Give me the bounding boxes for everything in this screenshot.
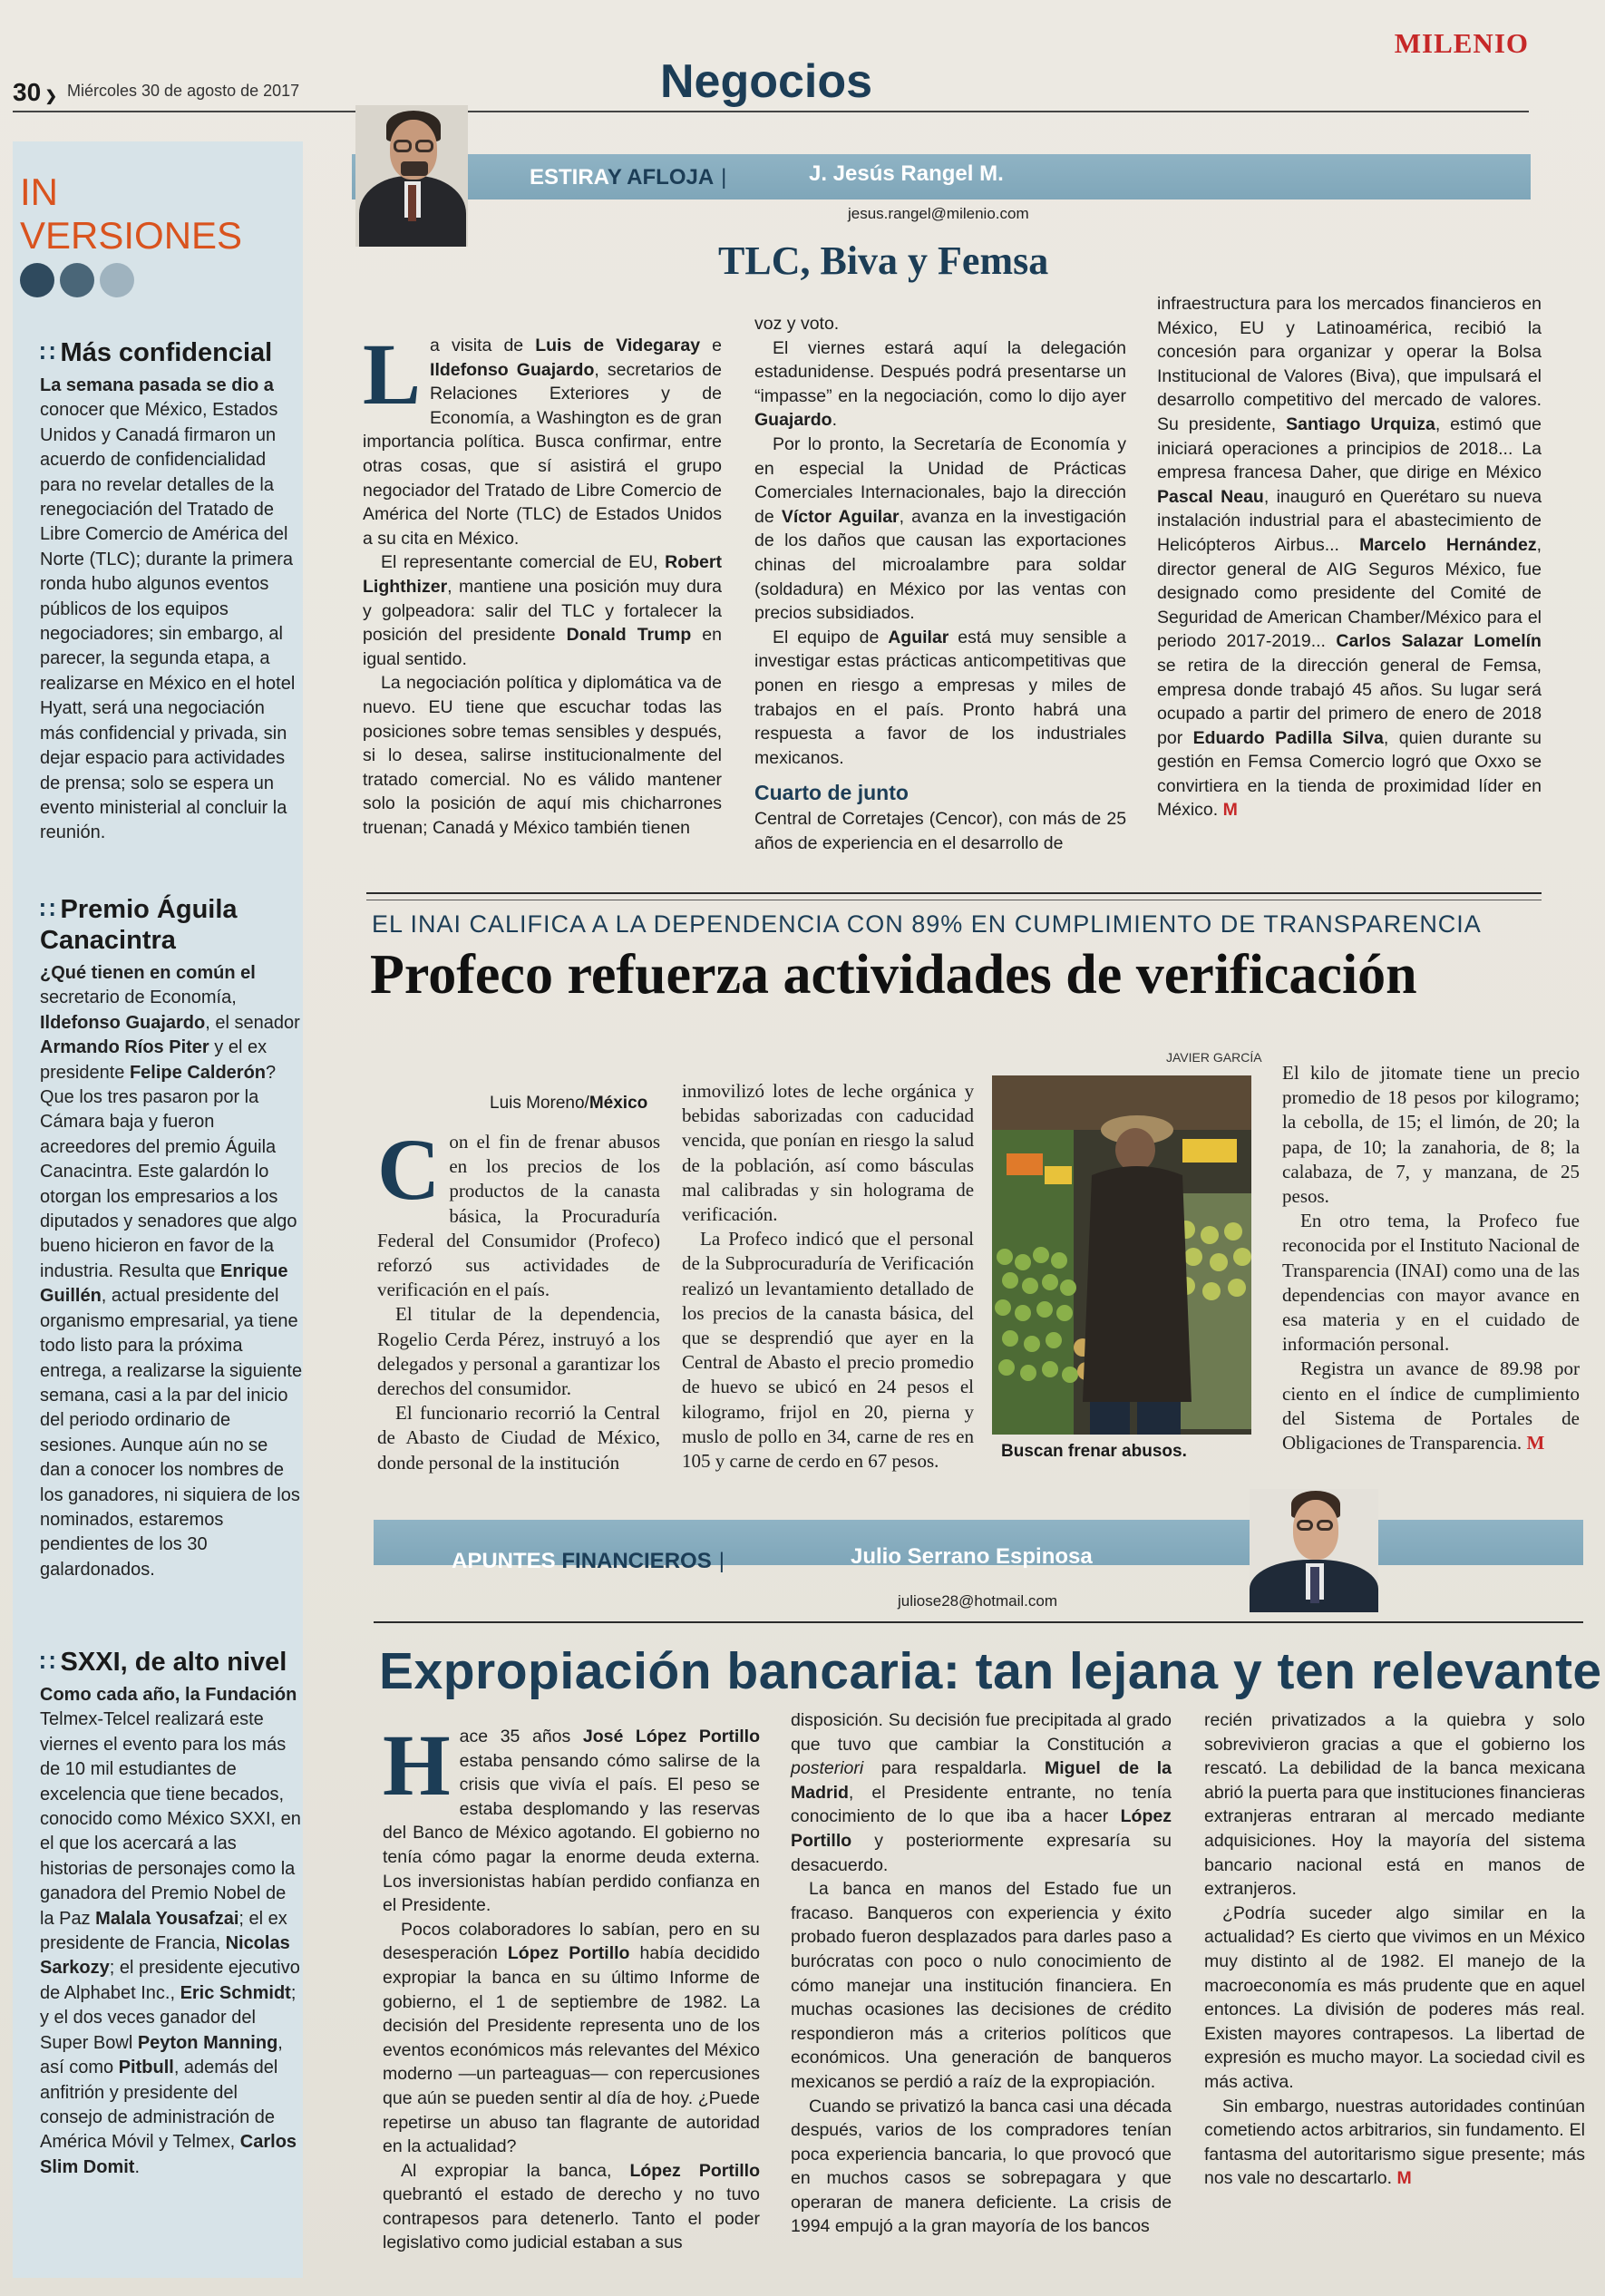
column-author: Julio Serrano Espinosa <box>851 1544 1093 1569</box>
market-photo <box>992 1075 1251 1435</box>
column-author: J. Jesús Rangel M. <box>809 161 1004 186</box>
sidebar-title: IN VERSIONES <box>20 170 243 257</box>
section-title: Negocios <box>660 55 873 108</box>
paragraph: Central de Corretajes (Cencor), con más de 25 años de experiencia en el desarrollo de <box>754 809 1127 853</box>
sidebar-item-body: Como cada año, la Fundación Telmex-Telcel realizará este viernes el evento para los más de 10 mil estudiantes de excelencia que tiene becados, conocido como México SXXI, en el que los acercará a las historias de personajes como la ganadora del Premio Nobel de la Paz Malala Yousafzai; el ex presidente de Francia, Nicolas Sarkozy; el presidente ejecutivo de Alphabet Inc., Eric Schmidt; y el dos veces ganador del Super Bowl Peyton Manning, así como Pitbull, además del anfitrión y presidente del consejo de administración de América Móvil y Telmex, Carlos Slim Domit. <box>40 1685 301 2177</box>
section-rule <box>366 892 1542 894</box>
end-mark: M <box>1526 1432 1545 1454</box>
dot-icon <box>60 263 94 297</box>
column-text <box>363 326 723 840</box>
brand-logo: MILENIO <box>1394 27 1529 59</box>
article-byline: Luis Moreno/México <box>490 1094 648 1113</box>
paragraph: disposición. Su decisión fue precipitada al grado que tuvo que cambiar la Constitución a posteriori para respaldarla. Miguel de la Madrid, el Presidente entrante, no tenía conocimiento de lo que iba a hacer López Portillo y posteriormente expresaría su desacuerdo. <box>791 1710 1172 1875</box>
dot-icon <box>20 263 54 297</box>
paragraph: Sin embargo, nuestras autoridades continúan cometiendo actos arbitrarios, sin fundamento. El fantasma del autoritarismo sigue presente; más nos vale no descartarlo. M <box>1204 2096 1585 2189</box>
paragraph: Hace 35 años José López Portillo estaba pensando cómo salirse de la crisis que vivía el país. El peso se estaba desplomando y las reservas del Banco de México agotando. El gobierno no tenía cómo pagar la enorme deuda externa. Los inversionistas habían perdido confianza en el Presidente. <box>383 1717 761 1916</box>
column-headline: Expropiación bancaria: tan lejana y ten relevante <box>379 1642 1602 1700</box>
column-text <box>754 312 1126 855</box>
paragraph: La banca en manos del Estado fue un fracaso. Banqueros con experiencia y éxito probado fueron desplazados para darles paso a burócratas con poco o nulo conocimiento de cómo manejar una institución financiera. En muchas ocasiones las decisiones de crédito respondieron más a criterios políticos que económicos. Una generación de banqueros mexicanos se perdió a raíz de la expropiación. <box>791 1879 1172 2092</box>
paragraph: El representante comercial de EU, Robert Lighthizer, mantiene una posición muy dura y golpeadora: salir del TLC y fortalecer la posición del presidente Donald Trump en igual sentido. <box>363 552 723 669</box>
column-text <box>383 1717 761 2255</box>
photo-caption: Buscan frenar abusos. <box>1001 1442 1187 1461</box>
paragraph: Con el fin de frenar abusos en los precios de los productos de la canasta básica, la Procuraduría Federal del Consumidor (Profeco) reforzó sus actividades de verificación en el país. <box>377 1121 660 1301</box>
page-number: 30 ❯ <box>13 78 58 106</box>
sidebar-item-heading: ∷ Premio Águila Canacintra <box>40 895 238 955</box>
paragraph: Al expropiar la banca, López Portillo quebrantó el estado de derecho y no tuvo contrapesos para detenerlo. Tanto el poder legislativo como judicial estaban a sus <box>383 2160 761 2253</box>
article-kicker: EL INAI CALIFICA A LA DEPENDENCIA CON 89% EN CUMPLIMIENTO DE TRANSPARENCIA <box>372 910 1482 938</box>
dot-icon <box>100 263 134 297</box>
paragraph: recién privatizados a la quiebra y solo sobrevivieron gracias a que el gobierno los rescató. La debilidad de la banca mexicana abrió la puerta para que instituciones financieras extranjeras entraran al mercado mediante adquisiciones. Hoy la mayoría del sistema bancario nacional está en manos de extranjeros. <box>1204 1710 1586 1900</box>
top-rule <box>13 111 1529 112</box>
paragraph: voz y voto. <box>754 314 840 334</box>
paragraph: El funcionario recorrió la Central de Abasto de Ciudad de México, donde personal de la institución <box>377 1402 661 1474</box>
paragraph: ¿Podría suceder algo similar en la actualidad? Es cierto que vivimos en un México muy distinto al de 1982. El manejo de la macroeconomía es más prudente que en aquel entonces. La división de poderes más real. Existen mayores contrapesos. La libertad de expresión es mucho mayor. La sociedad civil es más activa. <box>1204 1902 1585 2092</box>
paragraph: La Profeco indicó que el personal de la Subprocuraduría de Verificación realizó un levantamiento detallado de los precios de la canasta básica, del que se desprendió que ayer en la Central de Abasto el precio promedio de huevo se ubicó en 24 pesos el kilogramo, frijol en 20, pierna y muslo de pollo en 34, carne de res en 105 y carne de cerdo en 67 pesos. <box>682 1228 974 1473</box>
paragraph: Cuando se privatizó la banca casi una década después, varios de los compradores tenían poca experiencia bancaria, lo que provocó que en muchos casos se sobrepagara y que operaran de manera deficiente. La crisis de 1994 empujó a la gran mayoría de los bancos <box>791 2096 1172 2237</box>
drop-cap: H <box>383 1717 451 1814</box>
column-name: ESTIRAY AFLOJA | <box>530 165 727 190</box>
column-subhead: Cuarto de junto <box>754 781 909 805</box>
paragraph: inmovilizó lotes de leche orgánica y bebidas saborizadas con caducidad vencida, que ponían en riesgo la salud de la población, así como básculas mal calibradas y sin holograma de verificación. <box>682 1080 975 1226</box>
sidebar-item-heading: ∷ Más confidencial <box>40 338 273 367</box>
paragraph: Por lo pronto, la Secretaría de Economía y en especial la Unidad de Prácticas Comerciales Internacionales, bajo la dirección de Víctor Aguilar, avanza en la investigación de los daños que causan las exportaciones chinas del microalambre para soldar (soldadura) en México por las ventas con precios subsidiados. <box>754 433 1126 624</box>
paragraph: En otro tema, la Profeco fue reconocida por el Instituto Nacional de Transparencia (INAI) como una de las dependencias con mayor avance en esa materia y en el cuidado de información personal. <box>1282 1210 1580 1356</box>
column-text <box>1157 292 1542 822</box>
paragraph: El titular de la dependencia, Rogelio Cerda Pérez, instruyó a los delegados y personal a garantizar los derechos del consumidor. <box>377 1303 660 1400</box>
column-email: juliose28@hotmail.com <box>898 1592 1058 1610</box>
sidebar-item-body: ¿Qué tienen en común el secretario de Economía, Ildefonso Guajardo, el senador Armando Ríos Piter y el ex presidente Felipe Calderón? Que los tres pasaron por la Cámara baja y fueron acreedores del premio Águila Canacintra. Este galardón lo otorgan los empresarios a los diputados y senadores que algo bueno hicieron en favor de la industria. Resulta que Enrique Guillén, actual presidente del organismo empresarial, ya tiene todo listo para la próxima entrega, a realizarse la siguiente semana, casi a la par del inicio del periodo ordinario de sesiones. Aunque aún no se dan a conocer los nombres de los ganadores, ni siquiera de los nominados, estaremos pendientes de los 30 galardonados. <box>40 963 303 1580</box>
column-email: jesus.rangel@milenio.com <box>848 205 1029 222</box>
column-text <box>1204 1708 1585 2191</box>
sidebar-dots <box>20 263 140 302</box>
columnist-photo <box>355 105 468 247</box>
columnist-photo <box>1250 1489 1378 1612</box>
article-text <box>377 1121 661 1475</box>
sidebar-item <box>40 1647 303 2180</box>
paragraph: El kilo de jitomate tiene un precio promedio de 18 pesos por kilogramo; la cebolla, de 15; el limón, de 20; la papa, de 10; la zanahoria, de 8; la calabaza, de 7, y manzana, de 25 pesos. <box>1282 1062 1581 1208</box>
column-text <box>791 1708 1172 2239</box>
paragraph: El equipo de Aguilar está muy sensible a investigar estas prácticas anticompetitivas que ponen en riesgo a empresas y miles de trabajos en el país. Pronto habrá una respuesta a favor de los industriales mexicanos. <box>754 627 1126 768</box>
paragraph: La negociación política y diplomática va de nuevo. EU tiene que escuchar todas las posiciones sobre temas sensibles y después, si lo desea, salirse institucionalmente del tratado comercial. No es válido mantener solo la posición de aquí mis chicharrones truenan; Canadá y México también tienen <box>363 673 723 838</box>
paragraph: infraestructura para los mercados financieros en México, EU y Latinoamérica, recibió la concesión para organizar y operar la Bolsa Institucional de Valores (Biva), que impulsará el desarrollo competitivo del mercado de valores. Su presidente, Santiago Urquiza, estimó que iniciará operaciones a principios de 2018... La empresa francesa Daher, que dirige en México Pascal Neau, inauguró en Querétaro su nueva instalación industrial para el abastecimiento de Helicópteros Airbus... Marcelo Hernández, director general de AIG Seguros México, fue designado como presidente del Comité de Seguridad de American Chamber/México para el periodo 2017-2019... Carlos Salazar Lomelín se retira de la dirección general de Femsa, empresa donde trabajó 45 años. Su lugar será ocupado a partir del primero de enero de 2018 por Eduardo Padilla Silva, quien durante su gestión en Femsa Comercio logró que Oxxo se convirtiera en la tienda de proximidad líder en México. M <box>1157 294 1542 821</box>
section-rule <box>374 1621 1583 1623</box>
column-name: APUNTES FINANCIEROS | <box>452 1549 725 1573</box>
sidebar-item <box>40 337 303 846</box>
bullet-icon: ∷ <box>40 1649 55 1676</box>
column-headline: TLC, Biva y Femsa <box>718 238 1049 283</box>
photo-credit: JAVIER GARCÍA <box>1166 1050 1262 1065</box>
drop-cap: L <box>363 326 422 423</box>
sidebar-item-body: La semana pasada se dio a conocer que México, Estados Unidos y Canadá firmaron un acuerdo de confidencialidad para no revelar detalles de la renegociación del Tratado de Libre Comercio de América del Norte (TLC); durante la primera ronda hubo algunos eventos públicos de los equipos negociadores; sin embargo, al parecer, la segunda etapa, a realizarse en México en el hotel Hyatt, será una negociación más confidencial y privada, sin dejar espacio para actividades de prensa; solo se espera un evento ministerial al concluir la reunión. <box>40 375 296 843</box>
bullet-icon: ∷ <box>40 896 55 923</box>
paragraph: La visita de Luis de Videgaray e Ildefonso Guajardo, secretarios de Relaciones Exteriores y de Economía, a Washington es de gran importancia política. Busca confirmar, entre otras cosas, que sí asistirá el grupo negociador del Tratado de Libre Comercio de América del Norte (TLC) de Estados Unidos a su cita en México. <box>363 326 722 549</box>
paragraph: El viernes estará aquí la delegación estadunidense. Después podrá presentarse un “impasse” en la negociación, como lo dijo ayer Guajardo. <box>754 337 1126 431</box>
sidebar-item-heading: ∷ SXXI, de alto nivel <box>40 1648 287 1677</box>
article-headline: Profeco refuerza actividades de verificación <box>370 944 1417 1006</box>
end-mark: M <box>1222 800 1238 821</box>
page-date: Miércoles 30 de agosto de 2017 <box>67 82 300 100</box>
article-text <box>682 1079 974 1474</box>
article-text <box>1282 1061 1580 1455</box>
end-mark: M <box>1396 2168 1412 2189</box>
paragraph: Pocos colaboradores lo sabían, pero en su desesperación López Portillo había decidido expropiar la banca en su último Informe de gobierno, el 1 de septiembre de 1982. La decisión del Presidente representa uno de los eventos económicos más relevantes del México moderno —un parteaguas— con repercusiones que aún se pueden sentir al día de hoy. ¿Puede repetirse un abuso tan flagrante de autoridad en la actualidad? <box>383 1919 760 2157</box>
arrow-icon: ❯ <box>41 89 58 104</box>
drop-cap: C <box>377 1121 441 1218</box>
sidebar-item <box>40 894 303 1582</box>
bullet-icon: ∷ <box>40 339 55 366</box>
paragraph: Registra un avance de 89.98 por ciento en el índice de cumplimiento del Sistema de Portales de Obligaciones de Transparencia. M <box>1282 1357 1580 1454</box>
